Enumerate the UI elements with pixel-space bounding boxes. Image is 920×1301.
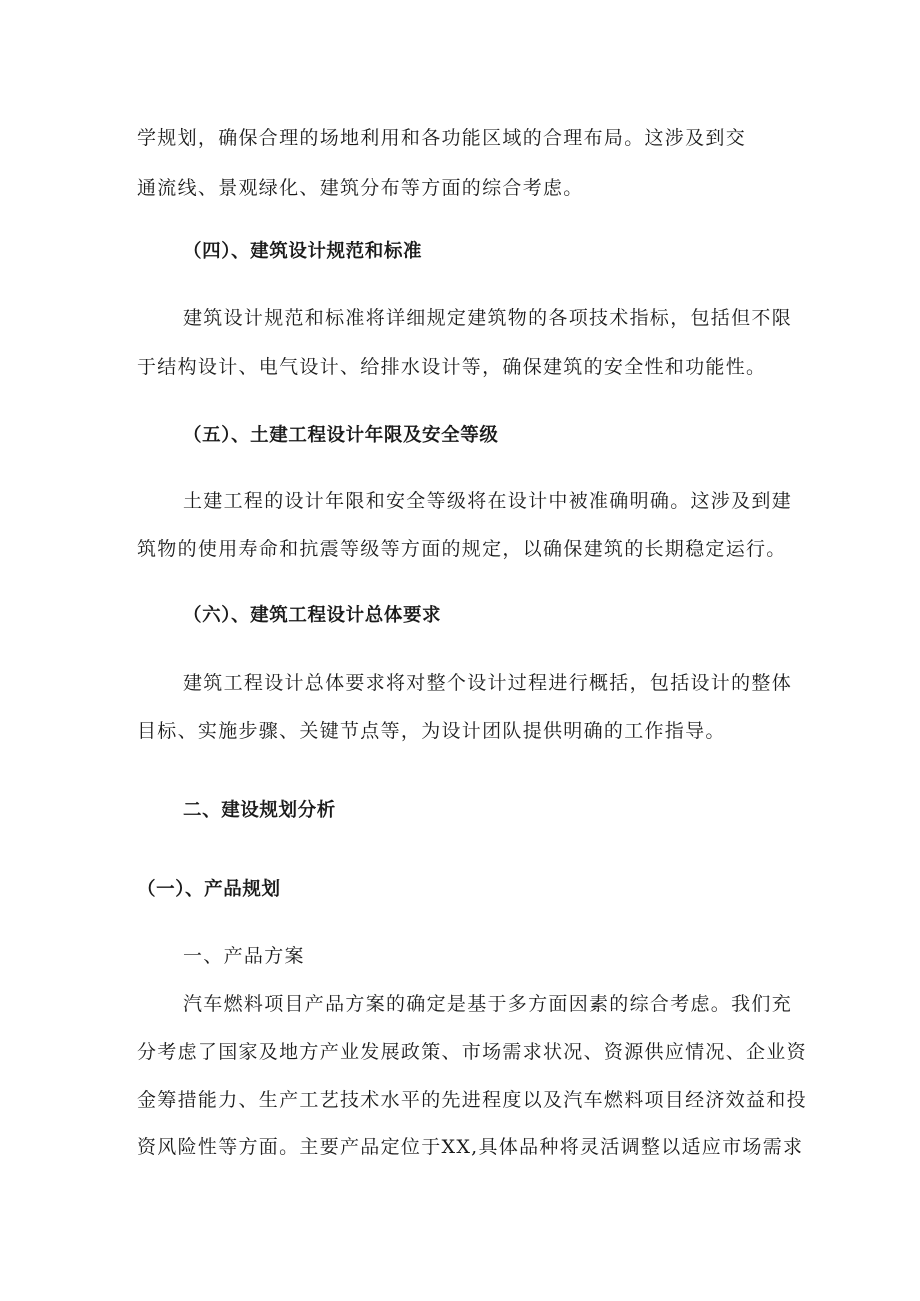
section-4-heading: （四）、建筑设计规范和标准 <box>183 241 423 262</box>
product-plan-line-3: 金筹措能力、生产工艺技术水平的先进程度以及汽车燃料项目经济效益和投 <box>137 1089 807 1111</box>
section-4-line-1: 建筑设计规范和标准将详细规定建筑物的各项技术指标，包括但不限 <box>183 307 793 329</box>
section-6-line-1: 建筑工程设计总体要求将对整个设计过程进行概括，包括设计的整体 <box>183 672 793 694</box>
section-6-heading: （六）、建筑工程设计总体要求 <box>183 605 442 626</box>
section-5-line-2: 筑物的使用寿命和抗震等级等方面的规定，以确保建筑的长期稳定运行。 <box>137 538 787 560</box>
section-6-line-2: 目标、实施步骤、关键节点等，为设计团队提供明确的工作指导。 <box>137 720 726 742</box>
intro-line-2: 通流线、景观绿化、建筑分布等方面的综合考虑。 <box>137 177 584 199</box>
intro-line-1: 学规划，确保合理的场地利用和各功能区域的合理布局。这涉及到交 <box>137 127 747 149</box>
chapter-2-heading: 二、建设规划分析 <box>183 800 336 821</box>
product-planning-heading: （一）、产品规划 <box>137 879 281 900</box>
product-plan-line-1: 汽车燃料项目产品方案的确定是基于多方面因素的综合考虑。我们充 <box>183 993 793 1015</box>
section-5-heading: （五）、土建工程设计年限及安全等级 <box>183 425 499 446</box>
product-plan-line-4: 资风险性等方面。主要产品定位于XX,具体品种将灵活调整以适应市场需求 <box>137 1136 804 1158</box>
product-plan-item: 一、产品方案 <box>183 945 305 967</box>
section-4-line-2: 于结构设计、电气设计、给排水设计等，确保建筑的安全性和功能性。 <box>137 356 767 378</box>
section-5-line-1: 土建工程的设计年限和安全等级将在设计中被准确明确。这涉及到建 <box>183 490 793 512</box>
product-plan-line-2: 分考虑了国家及地方产业发展政策、市场需求状况、资源供应情况、企业资 <box>137 1041 807 1063</box>
